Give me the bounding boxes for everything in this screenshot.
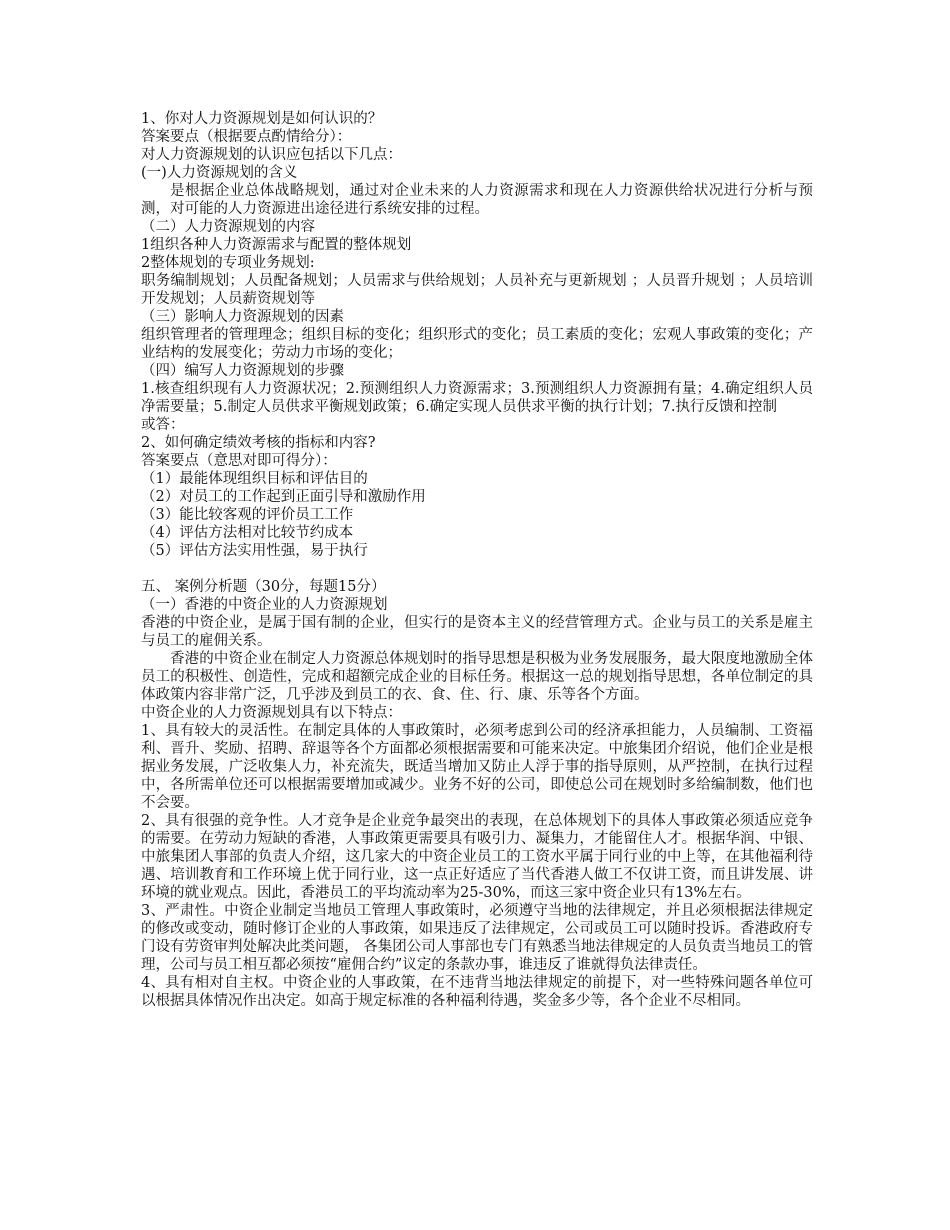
question-2-title: 2、如何确定绩效考核的指标和内容? [141, 435, 376, 451]
q2-list-item: （4）评估方法相对比较节约成本 [141, 525, 354, 541]
section-3-body: 组织管理者的管理理念；组织目标的变化；组织形式的变化；员工素质的变化；宏观人事政策的变化；产业结构的发展变化；劳动力市场的变化； [141, 327, 813, 361]
feature-paragraph: 2、具有很强的竞争性。人才竞争是企业竞争最突出的表现，在总体规划下的具体人事政策必须适应竞争的需要。在劳动力短缺的香港，人事政策更需要具有吸引力、凝集力，才能留住人才。根据华润、中银、中旅集团人事部的负责人介绍，这几家大的中资企业员工的工资水平属于同行业的中上等，在其他福利待遇、培训教育和工作环境上优于同行业，这一点正好适应了当代香港人做工不仅讲工资，而且讲发展、讲环境的就业观点。因此，香港员工的平均流动率为25-30%，而这三家中资企业只有13%左右。 [141, 813, 813, 901]
q2-list-item: （2）对员工的工作起到正面引导和激励作用 [141, 489, 426, 505]
q2-list-item: （3）能比较客观的评价员工工作 [141, 507, 354, 523]
question-1-title: 1、你对人力资源规划是如何认识的？ [141, 111, 383, 127]
case-paragraph: 香港的中资企业在制定人力资源总体规划时的指导思想是积极为业务发展服务，最大限度地激励全体员工的积极性、创造性，完成和超额完成企业的目标任务。根据这一总的规划指导思想，各单位制定的具体政策内容非常广泛，几乎涉及到员工的衣、食、住、行、康、乐等各个方面。 [141, 651, 813, 703]
section-2-body: 职务编制规划；人员配备规划；人员需求与供给规划；人员补充与更新规划 ；人员晋升规划 ；人员培训开发规划；人员薪资规划等 [141, 273, 813, 307]
q2-list-item: （5）评估方法实用性强，易于执行 [141, 543, 368, 559]
section-1-body: 是根据企业总体战略规划，通过对企业未来的人力资源需求和现在人力资源供给状况进行分析与预测，对可能的人力资源进出途径进行系统安排的过程。 [141, 183, 813, 217]
section-4-heading: （四）编写人力资源规划的步骤 [141, 363, 344, 379]
feature-paragraph: 4、具有相对自主权。中资企业的人事政策，在不违背当地法律规定的前提下，对一些特殊问题各单位可以根据具体情况作出决定。如高于规定标准的各种福利待遇，奖金多少等，各个企业不尽相同。 [141, 975, 813, 1009]
section-4-body: 1.核查组织现有人力资源状况；2.预测组织人力资源需求；3.预测组织人力资源拥有量；4.确定组织人员净需要量；5.制定人员供求平衡规划政策；6.确定实现人员供求平衡的执行计划；7.执行反馈和控制 [141, 381, 813, 415]
feature-paragraph: 3、严肃性。中资企业制定当地员工管理人事政策时，必须遵守当地的法律规定，并且必须根据法律规定的修改或变动，随时修订企业的人事政策，如果违反了法律规定，公司或员工可以随时投诉。香港政府专门设有劳资审判处解决此类问题， 各集团公司人事部也专门有熟悉当地法律规定的人员负责当地员工的管理，公司与员工相互都必须按“雇佣合约”议定的条款办事，谁违反了谁就得负法律责任。 [141, 903, 813, 973]
answer-points-label: 答案要点（根据要点酌情给分）： [141, 129, 352, 145]
section-2-item-2: 2整体规划的专项业务规划: [141, 255, 315, 271]
q1-intro: 对人力资源规划的认识应包括以下几点： [141, 147, 402, 163]
case-paragraph: 香港的中资企业，是属于国有制的企业，但实行的是资本主义的经营管理方式。企业与员工的关系是雇主与员工的雇佣关系。 [141, 615, 813, 649]
case-1-title: （一）香港的中资企业的人力资源规划 [141, 597, 388, 613]
answer-points-label: 答案要点（意思对即可得分）： [141, 453, 337, 469]
spacer [141, 560, 813, 578]
section-2-item-1: 1组织各种人力资源需求与配置的整体规划 [141, 237, 412, 253]
or-answer-label: 或答： [141, 417, 185, 433]
section-3-heading: （三）影响人力资源规划的因素 [141, 309, 344, 325]
q2-list-item: （1）最能体现组织目标和评估目的 [141, 471, 368, 487]
section-1-heading: (一)人力资源规划的含义 [141, 165, 298, 181]
section-5-title: 五、 案例分析题（30分，每题15分） [141, 579, 386, 595]
case-features-intro: 中资企业的人力资源规划具有以下特点： [141, 705, 402, 721]
feature-paragraph: 1、具有较大的灵活性。在制定具体的人事政策时，必须考虑到公司的经济承担能力，人员编制、工资福利、晋升、奖励、招聘、辞退等各个方面都必须根据需要和可能来决定。中旅集团介绍说，他们企业是根据业务发展，广泛收集人力，补充流失，既适当增加又防止人浮于事的指导原则，从严控制，在执行过程中，各所需单位还可以根据需要增加或减少。业务不好的公司，即使总公司在规划时多给编制数，他们也不会要。 [141, 723, 813, 811]
section-2-heading: （二）人力资源规划的内容 [141, 219, 315, 235]
document-page [141, 110, 813, 1010]
